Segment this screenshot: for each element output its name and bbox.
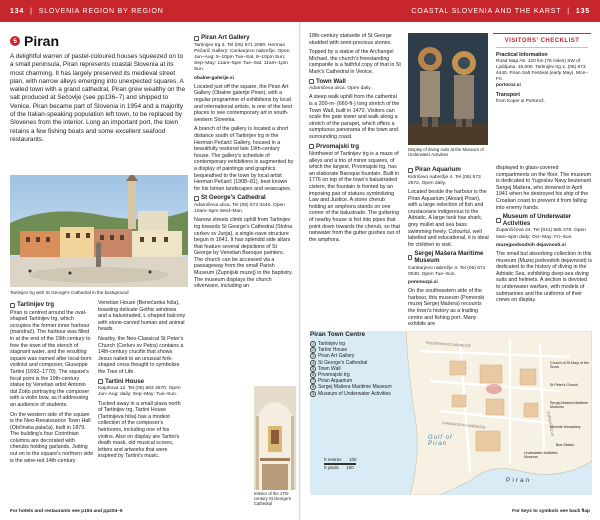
landmark-icon <box>10 303 15 308</box>
art-gallery-heading: Piran Art Gallery <box>194 35 294 42</box>
maritime-museum-body: On the southeastern side of the harbour, this museum (Pomorski muzej Sergej Mašera) recounts the town's history as a trading centre and fishing port. Many exhibits are <box>408 288 485 328</box>
museum-icon <box>98 379 103 384</box>
cathedral-meta: Adamičeva ulica. Tel (05) 673 3440. Open 10am–5pm Wed–Mon. <box>194 202 285 215</box>
map-title: Piran Town Centre <box>310 331 366 338</box>
map-scale-yards: 0 yards 100 <box>324 465 354 470</box>
underwater-museum-heading: Museum of Underwater Activities <box>496 214 592 227</box>
cathedral-heading: St George's Cathedral <box>194 195 294 202</box>
intro-paragraph: A delightful warren of pastel-coloured houses squeezed on to a small peninsula, Piran represents coastal Slovenia at its most charming. It has largely preserved its medieval street plan, with narrow alleys emerging into unexpected squares. A walled town with a grand cathedral, Piran grew wealthy on the salt produced at Sečovlje (see pp136–7) and shipped to Venice. Piran became part of Slovenia in 1954 and a majority of the Italian-speaking population left town, to be replaced by Slovenes from the interior. Long an important port, the town retains a few fishing boats and some excellent seafood restaurants. <box>10 53 186 143</box>
legend-item: 5 Town Wall <box>311 365 341 372</box>
tartini-house-body: Tucked away in a small plaza north of Tartinijev trg, Tartini House (Tartinijeva hiša) has a modest collection of the composer's heirlooms, including one of his violins. Also on display are Tartini's death mask, old musical scores, letters and artworks that were inspired by Tartini's music. <box>98 400 181 460</box>
legend-item: 9 Museum of Underwater Activities <box>311 390 391 397</box>
landmark-icon <box>309 79 314 84</box>
tartini-house-heading: Tartini House <box>98 379 186 386</box>
right-footer: For keys to symbols see back flap <box>512 509 590 514</box>
underwater-museum-meta: Župančičeva 24. Tel (041) 685 379. Open 9am–6pm daily; Oct–May: Fri–Sun. <box>496 228 586 240</box>
right-page-header <box>300 0 600 22</box>
museum-icon <box>408 255 412 260</box>
aquarium-heading: Piran Aquarium <box>408 167 490 174</box>
left-page-number: 134 <box>10 7 25 15</box>
map-legend-list <box>310 341 420 397</box>
transport-heading: Transport <box>496 92 520 98</box>
place-label: Bus Station <box>556 443 575 447</box>
art-gallery-body-2: A branch of the gallery is located a short distance south of Tartinijev trg in the Herman Pečarič Gallery, housed in a beautifully restored late 19th-century house. The gallery's schedule of contemporary exhibitions is augmented by a display of paintings and graphics bequeathed to the town by local artist Herman Pečarič (1908–81), best known for his Istrian landscapes and seascapes. <box>194 126 294 192</box>
practical-info-body: Road Map A5. 120 km (75 miles) SW of Ljubljana. 16,000. Tartinijev trg 2, (05) 673 4440. Piran Salt Festival (early May). Mon–Fri. <box>496 59 588 82</box>
art-gallery-body: Located just off the square, the Piran Art Gallery (Obalne galerije Piran), with a regular programme of exhibitions by local and international artists, is one of the best places to see contemporary art in south-western Slovenia. <box>194 83 293 123</box>
street-label: ZUPANČIČEVA <box>546 411 555 437</box>
tartinijev-trg-body-2: On the western side of the square is the Neo-Renaissance Town Hall (Občinska palača), built in 1879. The building's four Corinthian columns are decorated with cherubs holding garlands. Jutting out on to the square's northern side is the wine-red 14th-century <box>10 411 94 464</box>
piran-town-centre-map <box>310 331 592 495</box>
map-legend <box>310 331 420 397</box>
aquarium-meta: Kidričevo nabrežje 4. Tel (05) 673 2572. Open daily. <box>408 174 481 186</box>
page-title-text: Piran <box>24 33 60 49</box>
aquarium-body: Located beside the harbour is the Piran Aquarium (Akvarij Piran), with a large selection of fish and crustaceans indigenous to the Adriatic. A large tank has shark, grey mullet and sea bass swimming freely. Colourful, well labelled and educational, it is ideal for children to visit. <box>408 189 489 248</box>
right-section-title: COASTAL SLOVENIA AND THE KARST <box>411 7 562 15</box>
venetian-house-text: Venetian House (Benečanka hiša), boasting delicate Gothic windows and a balustraded, L-shaped balcony with stone-carved human and animal heads. <box>98 300 186 333</box>
tartinijev-trg-heading: Tartinijev trg <box>10 302 94 309</box>
cathedral-statuette-text: 18th-century statuette of St George studded with semi-precious stones. <box>309 33 392 46</box>
diving-suits-photo <box>408 33 488 145</box>
tartinijev-trg-body: Piran is centred around the oval-shaped Tartinijev trg, which occupies the former inner harbour (mandrač). The harbour was filled in at the end of the 19th century to free the town of the stench of stagnant water, and the resulting square was named after local-born violinist and composer, Giuseppe Tartini (1692–1770). The square's focal point is the 19th-century statue by Venetian artist Antonio dal Zotto portraying the composer with a violin bow, as if addressing an audience of students. <box>10 309 92 408</box>
place-label: Underwater Activities Museum <box>524 451 558 460</box>
place-label: St Peter's Church <box>550 383 579 387</box>
map-scale-metres: 0 metres 100 <box>324 457 357 462</box>
transport-body: from Koper & Portorož. <box>496 99 546 104</box>
cathedral-photo-caption: Interior of the 17th-century St George's Cathedral <box>254 491 291 506</box>
column-1 <box>10 300 94 467</box>
column-4 <box>309 33 401 246</box>
church-icon <box>194 196 199 201</box>
town-wall-body: A steep walk uphill from the cathedral is a 200-m- (660-ft-) long stretch of the Town Wall, built in 1470. Visitors can scale the gate tower and walk along a stretch of the parapet, which offers a sumptuous panorama of the town and surrounding coast. <box>309 94 400 140</box>
maritime-museum-website[interactable]: pommuzpi.si <box>408 279 438 285</box>
prvomajski-trg-body: Northwest of Tartinijev trg is a maze of alleys and a trio of minor squares, of which the largest, Prvomajski trg, has an elaborate Baroque fountain. Built in 1776 on top of the town's balustraded cistern, the fountain is fronted by an imposing pair of statues symbolizing Law and Justice. A stone cherub holding an amphora stands on one corner of the balustrade. The guttering of nearby house is fed into pipes that point down towards the cherub, so that rainwater from the gutter gushes out of the amphora. <box>309 151 400 243</box>
right-page-number: 135 <box>575 7 590 15</box>
legend-item: 8 Sergej Mašera Maritime Museum <box>311 384 392 391</box>
art-gallery-meta: Tartinijev trg 3. Tel (05) 671 2080. Herman Pečarič Gallery: Cankarjevo nabrežje. Open Jun–Aug: 5–10pm Tue–Sat, 8–10pm Sun; Sep–May: 11am–5pm Tue–Sat, 11am–1pm Sun. <box>194 42 290 73</box>
square-illustration <box>10 175 188 287</box>
st-peters-church-text: Nearby, the Neo-Classical St Peter's Church (Cerkev sv Petra) contains a 14th-century crucifix that shows Jesus nailed to an unusual fork-shaped cross thought to symbolize the Tree of Life. <box>98 335 184 375</box>
maritime-museum-continued: displayed in glass-covered compartments on the floor. The museum is dedicated to Yugoslav Navy lieutenant Sergej Mašera, who drowned in April 1941 when he destroyed his ship of the Croatian coast to prevent it from falling into enemy hands. <box>496 165 592 211</box>
gallery-icon <box>194 36 199 41</box>
title-number-badge: 5 <box>10 36 20 46</box>
header-separator-right: | <box>567 7 570 15</box>
map-scale-bar <box>324 463 356 465</box>
tartinijev-trg-photo <box>10 175 188 287</box>
street-label: PREŠERNOVO NABREŽJE <box>425 341 472 349</box>
page-title <box>10 33 59 49</box>
cathedral-body: Narrow streets climb uphill from Tartinijev trg towards St George's Cathedral (Stolna cerkev sv Jurija), a single-nave structure begun in 1641. It has splendid side altars that feature several depictions of St George by Venetian Baroque painters. The church can be accessed via a passageway from the small Parish Museum (Župnijski muzej) in the baptistry. The museum displays the church silverware, including an <box>194 217 293 290</box>
town-wall-heading: Town Wall <box>309 79 401 86</box>
practical-info-heading: Practical Information <box>496 52 548 58</box>
diving-photo-caption: Display of diving suits at the Museum of Underwater Activities <box>408 147 484 158</box>
column-5 <box>408 165 490 331</box>
gulf-label: Gulf of Piran <box>428 435 453 447</box>
maritime-museum-meta: Cankarjevo nabrežje 3. Tel (05) 671 0040. Open Tue–Sun. <box>408 265 486 277</box>
square-photo-caption: Tartinijev trg with St George's Cathedral in the background <box>10 290 129 295</box>
maritime-museum-heading: Sergej Mašera Maritime Museum <box>408 251 490 264</box>
underwater-museum-website[interactable]: muzejpodvodnih dejavnosti.si <box>496 242 566 248</box>
town-wall-meta: Adamičeva ulica. Open daily. <box>309 86 372 92</box>
underwater-museum-body: The small but absorbing collection in this museum (Muzej podvodnih dejavnosti) is dedicated to the history of diving in the Adriatic Sea, exhibiting deep-sea diving suits and helmets. A section is devoted to underwater warfare, with models of submarines and the uniforms of their crews on display. <box>496 250 592 304</box>
prvomajski-trg-heading: Prvomajski trg <box>309 144 401 151</box>
place-label: Church of St Mary of the Snow <box>550 361 589 370</box>
header-separator: | <box>30 7 33 15</box>
town-label: Piran <box>506 477 532 484</box>
page-fold <box>299 22 301 520</box>
fish-icon <box>408 168 413 173</box>
legend-item: 6 Prvomajski trg <box>311 372 350 379</box>
museum-icon <box>496 218 501 223</box>
checklist-title: VISITORS' CHECKLIST <box>496 38 588 48</box>
legend-item: 3 Piran Art Gallery <box>311 353 355 360</box>
street-label: CANKARJEVO NABREŽJE <box>441 421 486 430</box>
cathedral-interior-photo <box>254 386 296 490</box>
legend-item: 2 Tartini House <box>311 347 348 354</box>
legend-item: 1 Tartinijev trg <box>311 341 345 347</box>
place-label: Sergej Mašera Maritime Museum <box>550 401 589 410</box>
landmark-icon <box>309 144 314 149</box>
column-2 <box>98 300 186 463</box>
column-3 <box>194 33 294 293</box>
left-section-title: SLOVENIA REGION BY REGION <box>38 7 164 15</box>
place-label: Minorite Monastery <box>550 425 581 429</box>
practical-info-website[interactable]: portoroz.si <box>496 83 521 88</box>
left-page-header <box>0 0 300 22</box>
left-footer: For hotels and restaurants see p194 and pp204–5 <box>10 509 123 514</box>
cathedral-interior-illustration <box>254 386 296 490</box>
column-6 <box>496 165 592 307</box>
tartini-house-meta: Kajuhova 12. Tel (05) 663 3570. Open Jun–Aug: daily; Sep–May: Tue–Sun. <box>98 386 181 398</box>
legend-item: 4 St George's Cathedral <box>311 359 368 366</box>
art-gallery-website[interactable]: obalne-galerije.si <box>194 75 234 81</box>
legend-item: 7 Piran Aquarium <box>311 378 353 385</box>
campanile-text: Topped by a statue of the Archangel Michael, the church's freestanding campanile is a faithful copy of that in St Mark's Cathedral in Venice. <box>309 49 401 75</box>
diving-suits-illustration <box>408 33 488 145</box>
